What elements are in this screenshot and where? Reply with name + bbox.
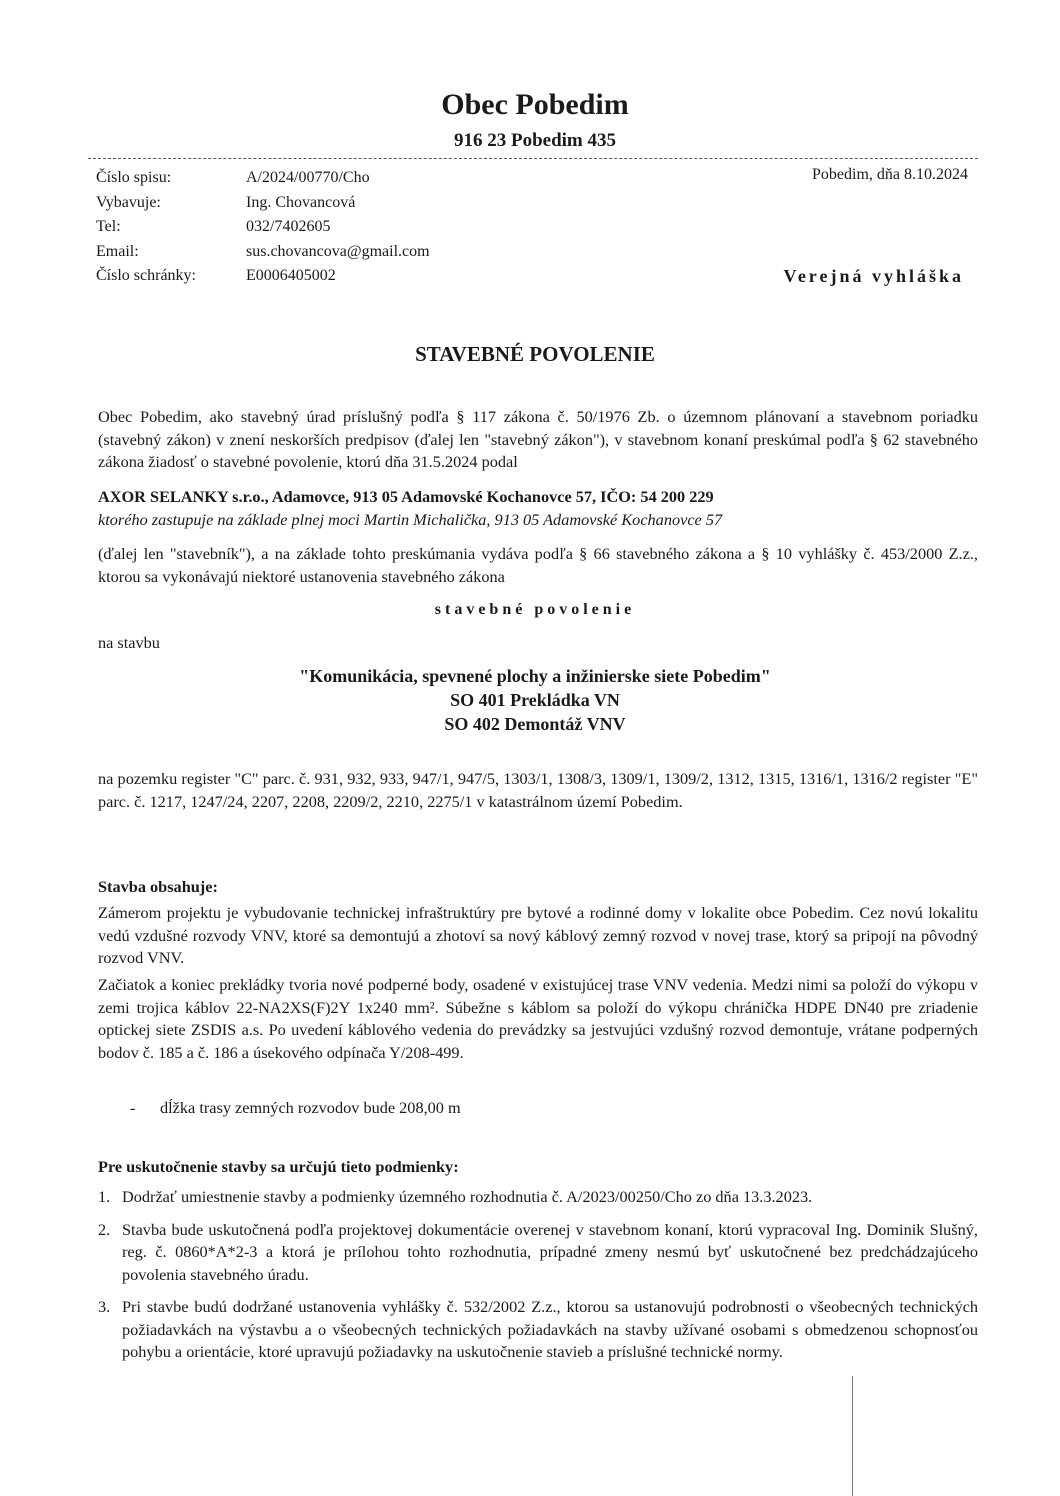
meta-label: Číslo spisu: bbox=[96, 169, 172, 186]
contents-paragraph-1: Zámerom projektu je vybudovanie technickej infraštruktúry pre bytové a rodinné domy v lokalite obce Pobedim. Cez novú lokalitu vedú vzdušné rozvody VNV, ktoré sa demontujú a zhotoví sa nový káblový zemný rozvod v novej trase, ktorý sa pripojí na pôvodný rozvod VNV. bbox=[98, 903, 978, 967]
meta-row bbox=[96, 264, 430, 289]
meta-label: Vybavuje: bbox=[96, 193, 161, 211]
public-notice-label: Verejná vyhláška bbox=[783, 266, 964, 286]
meta-value: A/2024/00770/Cho bbox=[246, 169, 370, 186]
list-item bbox=[98, 1296, 978, 1364]
header-divider bbox=[88, 158, 978, 159]
meta-row bbox=[96, 166, 430, 191]
municipality-title: Obec Pobedim bbox=[441, 88, 629, 121]
project-so402: SO 402 Demontáž VNV bbox=[444, 714, 626, 734]
list-item-text: Dodržať umiestnenie stavby a podmienky územného rozhodnutia č. A/2023/00250/Cho zo dňa 13.3.2023. bbox=[122, 1187, 813, 1206]
file-metadata bbox=[96, 166, 430, 289]
meta-row bbox=[96, 191, 430, 216]
list-item bbox=[98, 1186, 978, 1209]
meta-value: sus.chovancova@gmail.com bbox=[246, 242, 430, 260]
document-heading: STAVEBNÉ POVOLENIE bbox=[415, 342, 655, 366]
project-name: "Komunikácia, spevnené plochy a inžinierske siete Pobedim" bbox=[299, 666, 771, 686]
list-item-number: 3. bbox=[98, 1297, 111, 1316]
trace-length-bullet bbox=[130, 1098, 461, 1118]
parcels-paragraph: na pozemku register "C" parc. č. 931, 932, 933, 947/1, 947/5, 1303/1, 1308/3, 1309/1, 1309/2, 1312, 1315, 1316/1, 1316/2 register "E" parc. č. 1217, 1247/24, 2207, 2208, 2209/2, 2210, 2275/1 v katastrálnom území Pobedim. bbox=[98, 769, 978, 811]
meta-label: Číslo schránky: bbox=[96, 267, 196, 284]
list-item-number: 2. bbox=[98, 1219, 111, 1239]
project-so401: SO 401 Prekládka VN bbox=[450, 690, 620, 710]
bullet-text: dĺžka trasy zemných rozvodov bude 208,00 m bbox=[160, 1098, 461, 1117]
conditions-title: Pre uskutočnenie stavby sa určujú tieto podmienky: bbox=[98, 1157, 459, 1176]
list-item-text: Stavba bude uskutočnená podľa projektovej dokumentácie overenej v stavebnom konaní, ktorú vypracoval Ing. Dominik Slušný, reg. č. 0860*A*2-3 a ktorá je prílohou tohto rozhodnutia, prípadné zmeny nesmú byť uskutočnené bez predchádzajúceho povolenia stavebného úradu. bbox=[122, 1219, 978, 1284]
na-stavbu-label: na stavbu bbox=[98, 633, 160, 652]
document-date: Pobedim, dňa 8.10.2024 bbox=[812, 166, 968, 183]
municipality-address: 916 23 Pobedim 435 bbox=[453, 130, 617, 151]
meta-value: 032/7402605 bbox=[246, 218, 331, 235]
list-item-text: Pri stavbe budú dodržané ustanovenia vyhlášky č. 532/2002 Z.z., ktorou sa ustanovujú podrobnosti o všeobecných technických požiadavkách na výstavbu a o všeobecných technických požiadavkách na stavby užívané osobami s obmedzenou schopnosťou pohybu a orientácie, ktoré upravujú požiadavky na uskutočnenie stavieb a príslušné technické normy. bbox=[122, 1297, 978, 1361]
permit-spaced-title: stavebné povolenie bbox=[434, 601, 636, 618]
representative-line: ktorého zastupuje na základe plnej moci Martin Michalička, 913 05 Adamovské Kochanovce 57 bbox=[98, 510, 723, 529]
intro-paragraph: Obec Pobedim, ako stavebný úrad príslušný podľa § 117 zákona č. 50/1976 Zb. o územnom plánovaní a stavebnom poriadku (stavebný zákon) v znení neskorších predpisov (ďalej len "stavebný zákon"), v stavebnom konaní preskúmal podľa § 62 stavebného zákona žiadosť o stavebné povolenie, ktorú dňa 31.5.2024 podal bbox=[98, 407, 978, 471]
list-item bbox=[98, 1219, 978, 1287]
meta-value: Ing. Chovancová bbox=[246, 193, 356, 211]
bullet-dash: - bbox=[130, 1098, 136, 1117]
scan-edge-line bbox=[852, 1376, 853, 1496]
conditions-list bbox=[98, 1186, 978, 1374]
list-item-number: 1. bbox=[98, 1187, 111, 1206]
meta-value: E0006405002 bbox=[246, 267, 336, 284]
contents-paragraph-2: Začiatok a koniec prekládky tvoria nové podperné body, osadené v existujúcej trase VNV vedenia. Medzi nimi sa položí do výkopu v zemi trojica káblov 22-NA2XS(F)2Y 1x240 mm². Súbežne s káblom sa položí do výkopu chránička HDPE DN40 pre zriadenie optickej siete ZSDIS a.s. Po uvedení káblového vedenia do prevádzky sa jestvujúci vzdušný rozvod demontuje, vrátane podperných bodov č. 185 a č. 186 a úsekového odpínača Y/208-499. bbox=[98, 975, 978, 1062]
meta-row bbox=[96, 215, 430, 240]
meta-row bbox=[96, 240, 430, 265]
decision-paragraph: (ďalej len "stavebník"), a na základe tohto preskúmania vydáva podľa § 66 stavebného zákona a § 10 vyhlášky č. 453/2000 Z.z., ktorou sa vykonávajú niektoré ustanovenia stavebného zákona bbox=[98, 544, 978, 586]
meta-label: Tel: bbox=[96, 218, 121, 235]
meta-label: Email: bbox=[96, 242, 139, 260]
contents-title: Stavba obsahuje: bbox=[98, 877, 218, 896]
applicant-line: AXOR SELANKY s.r.o., Adamovce, 913 05 Adamovské Kochanovce 57, IČO: 54 200 229 bbox=[98, 487, 714, 506]
